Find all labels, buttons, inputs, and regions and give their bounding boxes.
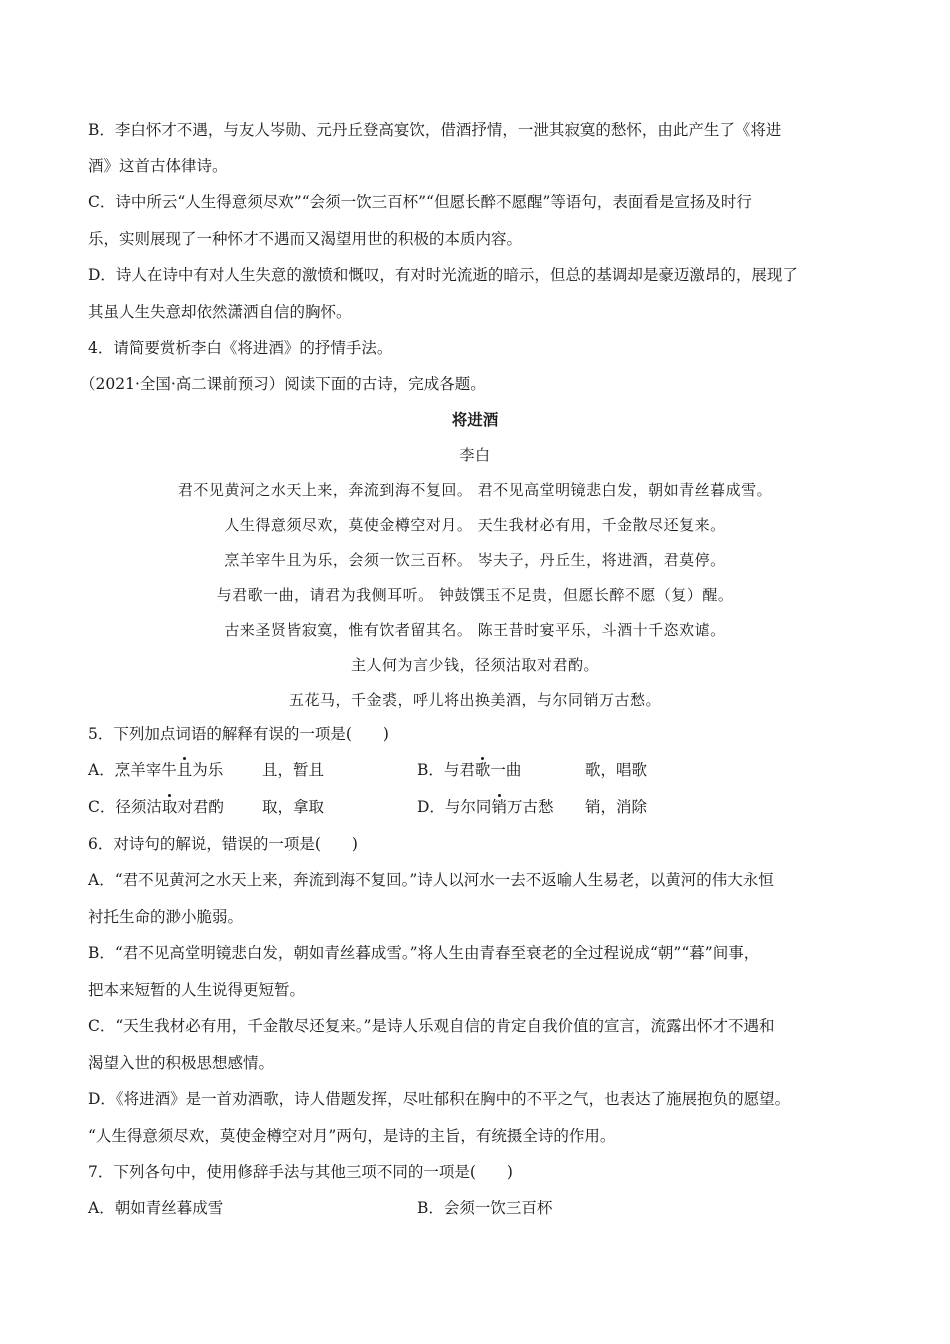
q5-options-row-1 [88,760,890,780]
emphasis-dot-char: 且 [176,761,193,779]
q5-option-b[interactable]: B．与君歌一曲 [417,761,522,779]
poem-line: 人生得意须尽欢，莫使金樽空对月。 天生我材必有用，千金散尽还复来。 [224,516,726,534]
q3-option-c-line1: C．诗中所云“人生得意须尽欢”“会须一饮三百杯”“但愿长醉不愿醒”等语句，表面看是宣扬及时行 [88,193,752,211]
poem-title: 将进酒 [451,410,499,429]
poem-line: 与君歌一曲，请君为我侧耳听。 钟鼓馔玉不足贵，但愿长醉不愿（复）醒。 [216,586,734,604]
q7-option-b[interactable]: B．会须一饮三百杯 [417,1199,553,1217]
q5-option-d-gloss: 销，消除 [585,798,648,816]
q3-option-c-line2: 乐，实则展现了一种怀才不遇而又渴望用世的积极的本质内容。 [88,230,523,248]
question-4: 4．请简要赏析李白《将进酒》的抒情手法。 [88,339,393,357]
emphasis-dot-char: 销 [491,798,507,816]
q3-option-d-line2: 其虽人生失意却依然潇洒自信的胸怀。 [88,303,352,321]
q7-options-row [88,1198,890,1218]
q3-option-b-line2: 酒》这首古体律诗。 [88,157,228,175]
q5-option-a[interactable]: A．烹羊宰牛且为乐 [88,761,224,779]
q6-option-a-line1: A．“君不见黄河之水天上来，奔流到海不复回。”诗人以河水一去不返喻人生易老，以黄河的伟大永恒 [88,871,774,889]
q6-option-c-line1: C．“天生我材必有用，千金散尽还复来。”是诗人乐观自信的肯定自我价值的宣言，流露出怀才不遇和 [88,1017,775,1035]
poem-line: 烹羊宰牛且为乐，会须一饮三百杯。 岑夫子，丹丘生，将进酒，君莫停。 [224,551,726,569]
emphasis-dot-char: 歌 [474,761,491,779]
q5-option-b-gloss: 歌，唱歌 [585,761,648,779]
q6-option-d-line1: D．《将进酒》是一首劝酒歌，诗人借题发挥，尽吐郁积在胸中的不平之气，也表达了施展抱负的愿望。 [88,1090,791,1108]
poem-line: 君不见黄河之水天上来，奔流到海不复回。 君不见高堂明镜悲白发，朝如青丝暮成雪。 [177,481,773,499]
q6-option-c-line2: 渴望入世的积极思想感情。 [88,1054,275,1072]
question-5-stem: 5．下列加点词语的解释有误的一项是( ) [88,725,389,743]
question-6-stem: 6．对诗句的解说，错误的一项是( ) [88,835,358,853]
q7-option-a[interactable]: A．朝如青丝暮成雪 [88,1199,224,1217]
q3-option-d-line1: D．诗人在诗中有对人生失意的激愤和慨叹，有对时光流逝的暗示，但总的基调却是豪迈激昂的，展现了 [88,266,798,284]
q6-option-d-line2: “人生得意须尽欢，莫使金樽空对月”两句，是诗的主旨，有统摄全诗的作用。 [88,1127,616,1145]
emphasis-dot-char: 取 [161,798,178,816]
q6-option-a-line2: 衬托生命的渺小脆弱。 [88,908,244,926]
q5-option-c[interactable]: C．径须沽取对君酌 [88,798,224,816]
q6-option-b-line2: 把本来短暂的人生说得更短暂。 [88,981,306,999]
poem-author: 李白 [459,446,491,464]
q6-option-b-line1: B．“君不见高堂明镜悲白发，朝如青丝暮成雪。”将人生由青春至衰老的全过程说成“朝”“暮”间事， [88,944,760,962]
q3-option-b-line1: B．李白怀才不遇，与友人岑勋、元丹丘登高宴饮，借酒抒情，一泄其寂寞的愁怀，由此产生了《将进 [88,121,782,139]
q5-options-row-2 [88,797,890,817]
q5-option-a-gloss: 且，暂且 [262,761,325,779]
q5-option-d[interactable]: D．与尔同销万古愁 [417,798,554,816]
source-note: （2021·全国·高二课前预习）阅读下面的古诗，完成各题。 [80,375,486,393]
poem-line: 古来圣贤皆寂寞，惟有饮者留其名。 陈王昔时宴平乐，斗酒十千恣欢谑。 [224,621,726,639]
poem-line: 主人何为言少钱，径须沽取对君酌。 [350,656,599,674]
question-7-stem: 7．下列各句中，使用修辞手法与其他三项不同的一项是( ) [88,1163,513,1181]
poem-line: 五花马，千金裘，呼儿将出换美酒，与尔同销万古愁。 [288,691,661,709]
q5-option-c-gloss: 取，拿取 [262,798,325,816]
